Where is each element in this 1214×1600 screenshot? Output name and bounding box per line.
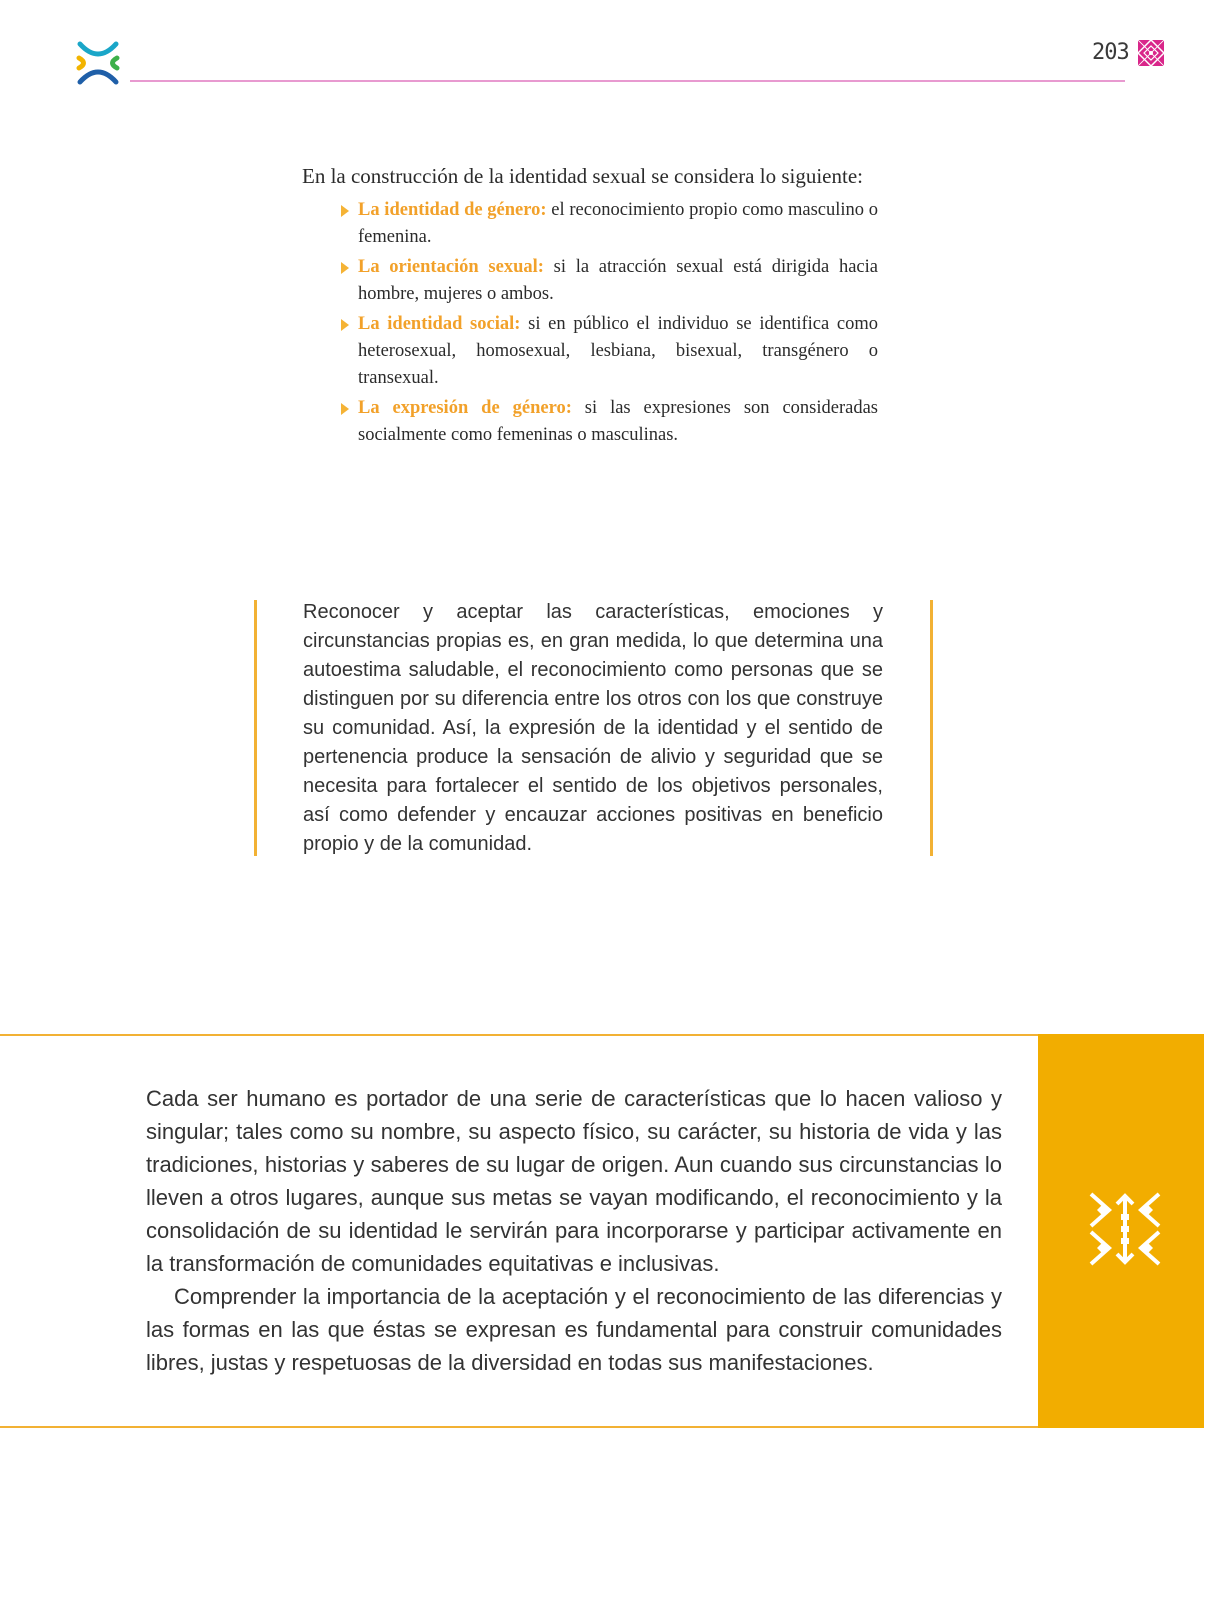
quote-text: Reconocer y aceptar las características, emociones y circunstancias propias es, en gran medida, lo que determina una autoestima saludable, el reconocimiento como personas que se distinguen por su diferencia entre los otros con los que construye su comunidad. Así, la expresión de la identidad y el sentido de pertenencia produce la sensación de alivio y seguridad que se necesita para fortalecer el sentido de los objetivos personales, así como defender y encauzar acciones positivas en beneficio propio y de la comunidad. xyxy=(303,601,883,855)
intro-lead: En la construcción de la identidad sexual se considera lo siguiente: xyxy=(302,164,863,188)
closing-paragraph: Comprender la importancia de la aceptación y el reconocimiento de las diferencias y las formas en las que éstas se expresan es fundamental para construir comunidades libres, justas y respetuosas de la diversidad en todas sus manifestaciones. xyxy=(146,1284,1002,1375)
bullet-arrow-icon xyxy=(341,205,349,217)
closing-paragraph: Cada ser humano es portador de una serie de características que lo hacen valioso y singular; tales como su nombre, su aspecto físico, su carácter, su historia de vida y las tradiciones, historias y saberes de su lugar de origen. Aun cuando sus circunstancias lo lleven a otros lugares, aunque sus metas se vayan modificando, el reconocimiento y la consolidación de su identidad le servirán para incorporarse y participar activamente en la transformación de comunidades equitativas e inclusivas. xyxy=(146,1086,1002,1276)
closing-section xyxy=(146,1082,1002,1379)
list-item-text: si la atracción sexual está dirigida hacia hombre, mujeres o ambos. xyxy=(358,257,878,304)
intro-section xyxy=(302,162,878,452)
list-item xyxy=(358,395,878,449)
list-item-term: La identidad de género: xyxy=(358,200,547,220)
list-item xyxy=(358,197,878,251)
page-number: 203 xyxy=(1092,40,1129,65)
band-top-rule xyxy=(0,1034,1040,1036)
identity-list xyxy=(302,197,878,449)
list-item-term: La orientación sexual: xyxy=(358,257,544,277)
list-item-text: el reconocimiento propio como masculino o femenina. xyxy=(358,200,878,247)
list-item-text: si en público el individuo se identifica como heterosexual, homosexual, lesbiana, bisexual, transgénero o transexual. xyxy=(358,314,878,388)
header-rule xyxy=(130,80,1125,82)
double-x-logo-icon xyxy=(76,40,120,86)
bullet-arrow-icon xyxy=(341,262,349,274)
band-bottom-rule xyxy=(0,1426,1040,1428)
bullet-arrow-icon xyxy=(341,319,349,331)
white-textile-pattern-icon xyxy=(1087,1190,1163,1268)
list-item-text: si las expresiones son consideradas socialmente como femeninas o masculinas. xyxy=(358,398,878,445)
quote-bar-right xyxy=(930,600,933,856)
bullet-arrow-icon xyxy=(341,403,349,415)
quote-bar-left xyxy=(254,600,257,856)
list-item-term: La identidad social: xyxy=(358,314,521,334)
list-item xyxy=(358,254,878,308)
list-item-term: La expresión de género: xyxy=(358,398,572,418)
list-item xyxy=(358,311,878,392)
magenta-textile-pattern-icon xyxy=(1138,40,1164,66)
